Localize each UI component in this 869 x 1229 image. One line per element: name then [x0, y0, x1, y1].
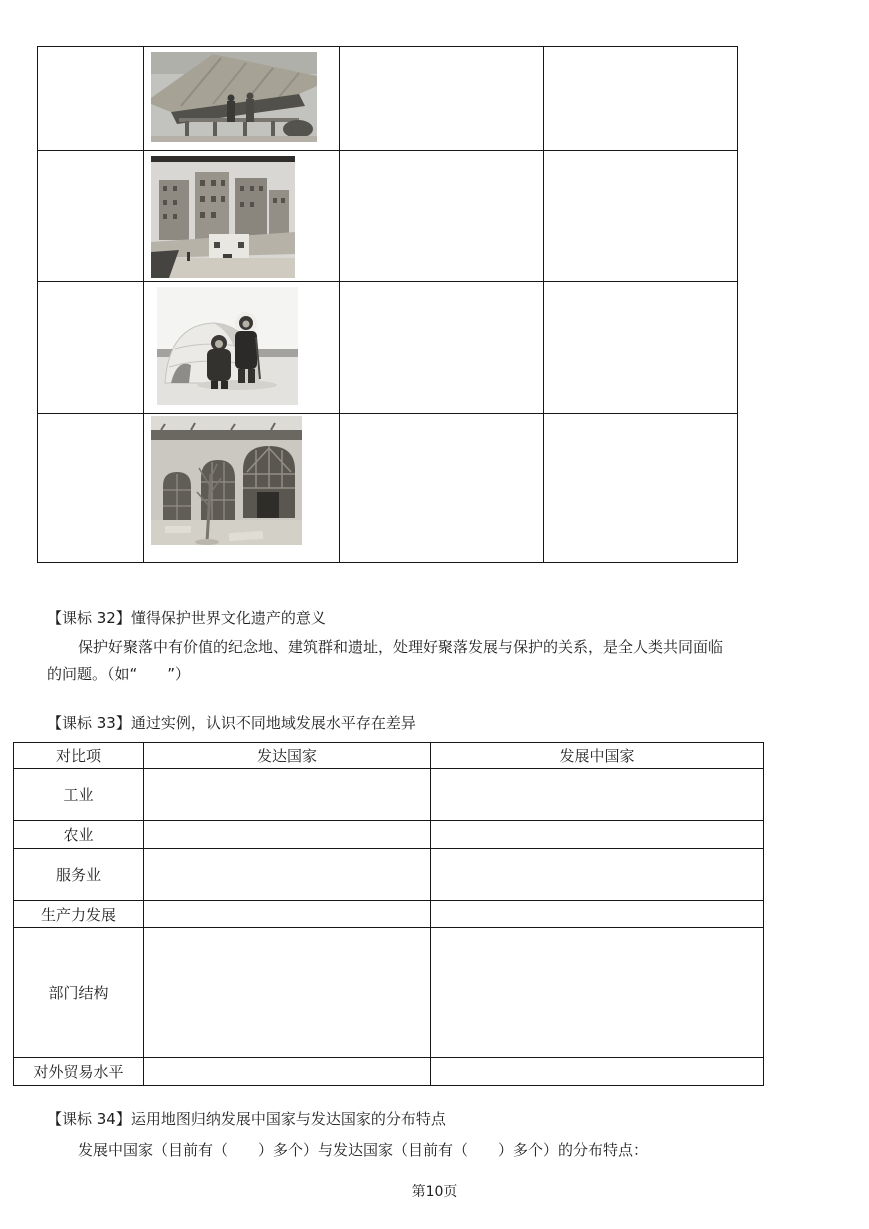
table-cell: [544, 47, 738, 151]
standard-32-body-line1: 保护好聚落中有价值的纪念地、建筑群和遗址，处理好聚落发展与保护的关系，是全人类共同面临: [78, 638, 724, 656]
header-cell-developing-countries: 发展中国家: [431, 743, 764, 769]
table-cell: [340, 414, 544, 563]
table-row: [38, 414, 738, 563]
table-cell: [431, 849, 764, 901]
table-cell: [340, 47, 544, 151]
row-label-industry: 工业: [14, 769, 144, 821]
table-cell: [144, 821, 431, 849]
standard-34-heading: 【课标 34】运用地图归纳发展中国家与发达国家的分布特点: [47, 1110, 446, 1128]
table-cell: [144, 414, 340, 563]
table-cell: [431, 769, 764, 821]
adobe-tower-houses-photo: [151, 156, 295, 278]
table-row: [14, 901, 764, 928]
row-label-services: 服务业: [14, 849, 144, 901]
table-row: [14, 928, 764, 1058]
igloo-photo: [157, 287, 298, 405]
page-number: 第10页: [411, 1184, 458, 1200]
table-cell: [144, 1058, 431, 1086]
table-header-row: [14, 743, 764, 769]
table-cell: [431, 821, 764, 849]
table-cell: [38, 414, 144, 563]
header-cell-developed-countries: 发达国家: [144, 743, 431, 769]
table-cell: [38, 47, 144, 151]
table-cell: [431, 1058, 764, 1086]
table-row: [38, 282, 738, 414]
standard-32-body-line2: 的问题。（如“ ”）: [47, 665, 191, 683]
row-label-foreign-trade: 对外贸易水平: [14, 1058, 144, 1086]
table-cell: [38, 282, 144, 414]
table-cell: [431, 901, 764, 928]
table-cell: [544, 414, 738, 563]
standard-32-heading: 【课标 32】懂得保护世界文化遗产的意义: [47, 609, 326, 627]
table-row: [14, 1058, 764, 1086]
row-label-productivity: 生产力发展: [14, 901, 144, 928]
row-label-sector-structure: 部门结构: [14, 928, 144, 1058]
dwellings-table: [37, 46, 738, 563]
table-row: [38, 47, 738, 151]
table-cell: [144, 849, 431, 901]
table-cell: [144, 928, 431, 1058]
comparison-table: [13, 742, 764, 1086]
table-row: [14, 769, 764, 821]
thatched-stilt-house-photo: [151, 52, 317, 142]
header-cell-compare-item: 对比项: [14, 743, 144, 769]
table-cell: [431, 928, 764, 1058]
table-row: [14, 821, 764, 849]
table-row: [38, 151, 738, 282]
standard-34-body-line1: 发展中国家（目前有（ ）多个）与发达国家（目前有（ ）多个）的分布特点：: [78, 1141, 649, 1159]
table-cell: [144, 282, 340, 414]
table-cell: [144, 769, 431, 821]
table-cell: [38, 151, 144, 282]
table-cell: [340, 282, 544, 414]
table-cell: [544, 282, 738, 414]
table-row: [14, 849, 764, 901]
cave-dwelling-photo: [151, 416, 302, 545]
table-cell: [144, 151, 340, 282]
standard-33-heading: 【课标 33】通过实例，认识不同地域发展水平存在差异: [47, 714, 416, 732]
table-cell: [144, 901, 431, 928]
row-label-agriculture: 农业: [14, 821, 144, 849]
table-cell: [544, 151, 738, 282]
table-cell: [340, 151, 544, 282]
table-cell: [144, 47, 340, 151]
